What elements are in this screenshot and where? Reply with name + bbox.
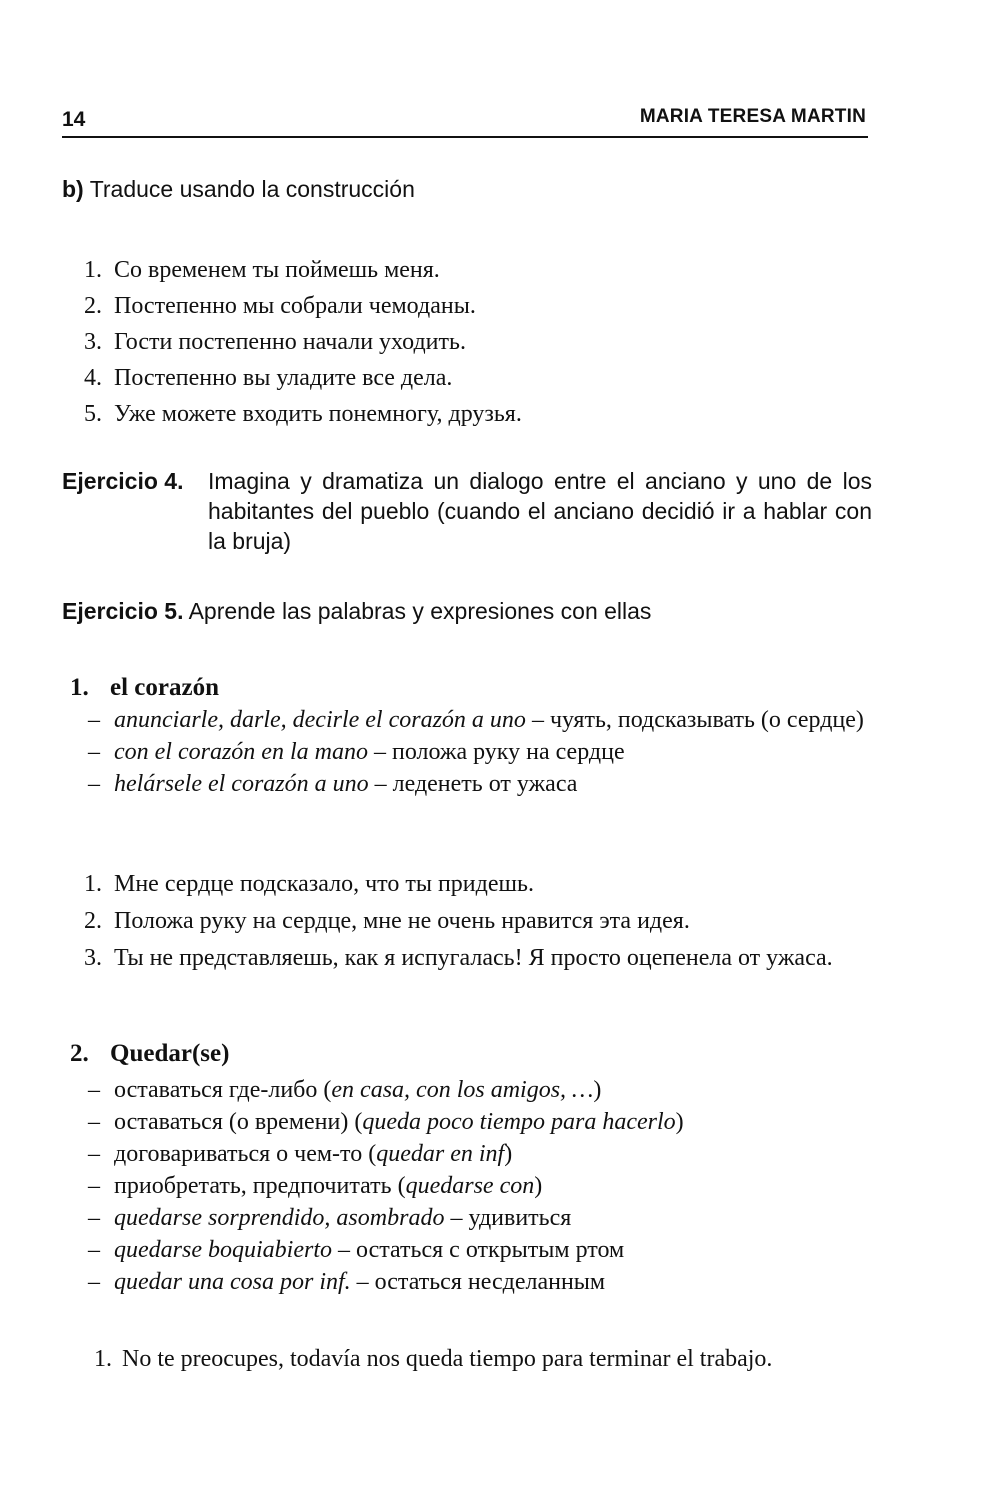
item-text: Гости постепенно начали уходить. — [114, 329, 466, 355]
expression-es: quedar una cosa por inf. — [114, 1269, 351, 1295]
expression-ru: остаться с открытым ртом — [355, 1237, 625, 1263]
header-rule — [62, 136, 868, 138]
exercise-4-text: Imagina y dramatiza un dialogo entre el anciano y uno de los habitantes del pueblo (cuando el anciano decidió ir a hablar con la bruja) — [208, 468, 872, 554]
expression-es: anunciarle, darle, decirle el corazón a uno — [114, 707, 526, 733]
item-number: 1. — [94, 1346, 112, 1372]
section-b-list — [72, 252, 872, 432]
list-item — [72, 252, 872, 288]
list-item — [72, 324, 872, 360]
expression-sep: – — [331, 1237, 356, 1263]
item-text: Мне сердце подсказало, что ты придешь. — [114, 871, 534, 897]
list-item — [72, 940, 862, 977]
expression-es: quedar en inf — [376, 1141, 505, 1167]
expression-es: helársele el corazón a uno — [114, 771, 369, 797]
item-number: 1. — [84, 871, 102, 897]
expression-item — [88, 768, 872, 800]
expression-item — [88, 1234, 872, 1266]
item-number: 1. — [84, 257, 102, 283]
expression-item — [88, 1106, 872, 1138]
list-item — [72, 360, 872, 396]
expression-sep: – — [368, 771, 393, 797]
section-b-label: b) — [62, 176, 84, 202]
vocab-2-word: Quedar(se) — [110, 1040, 230, 1067]
item-text: Со временем ты поймешь меня. — [114, 257, 440, 283]
expression-item — [88, 1202, 872, 1234]
expression-ru: чуять, подсказывать (о сердце) — [549, 707, 864, 733]
paren-open: ( — [317, 1077, 332, 1103]
paren-close: ) — [675, 1109, 684, 1135]
expression-ru: удивиться — [468, 1205, 572, 1231]
paren-close: ) — [534, 1173, 543, 1199]
exercise-5-label: Ejercicio 5. — [62, 598, 184, 624]
expression-item — [88, 736, 872, 768]
expression-es: quedarse con — [405, 1173, 535, 1199]
item-text: Ты не представляешь, как я испугалась! Я просто оцепенела от ужаса. — [114, 945, 833, 971]
paren-close: ) — [504, 1141, 513, 1167]
vocab-2-sentences — [84, 1340, 874, 1378]
paren-open: ( — [391, 1173, 406, 1199]
list-item — [72, 903, 862, 940]
expression-sep: – — [367, 739, 392, 765]
item-text: No te preocupes, todavía nos queda tiempo para terminar el trabajo. — [122, 1346, 773, 1372]
vocab-1-sentences — [72, 866, 862, 977]
list-item — [72, 866, 862, 903]
expression-sep: – — [350, 1269, 375, 1295]
expression-item — [88, 1138, 872, 1170]
expression-item — [88, 1170, 872, 1202]
expression-ru: приобретать, предпочитать — [114, 1173, 392, 1199]
exercise-5 — [62, 598, 651, 625]
expression-sep: – — [444, 1205, 469, 1231]
item-number: 3. — [84, 945, 102, 971]
expression-es: en casa, con los amigos, … — [331, 1077, 594, 1103]
list-item — [72, 288, 872, 324]
expression-es: queda poco tiempo para hacerlo — [362, 1109, 676, 1135]
list-item — [84, 1340, 874, 1378]
vocab-2-expressions — [88, 1074, 872, 1298]
item-text: Постепенно мы собрали чемоданы. — [114, 293, 476, 319]
expression-ru: леденеть от ужаса — [392, 771, 578, 797]
vocab-1-heading — [70, 674, 219, 702]
section-b-title: Traduce usando la construcción — [89, 176, 415, 202]
item-number: 4. — [84, 365, 102, 391]
paren-open: ( — [362, 1141, 377, 1167]
exercise-4 — [62, 466, 872, 554]
item-number: 2. — [84, 293, 102, 319]
vocab-1-word: el corazón — [110, 674, 219, 701]
paren-close: ) — [593, 1077, 602, 1103]
item-number: 3. — [84, 329, 102, 355]
item-number: 2. — [84, 908, 102, 934]
expression-es: quedarse sorprendido, asombrado — [114, 1205, 445, 1231]
exercise-4-label: Ejercicio 4. — [62, 468, 184, 494]
running-head: MARIA TERESA MARTIN — [639, 106, 866, 127]
list-item — [72, 396, 872, 432]
item-text: Положа руку на сердце, мне не очень нравится эта идея. — [114, 908, 690, 934]
expression-item — [88, 1266, 872, 1298]
expression-ru: оставаться (о времени) — [114, 1109, 349, 1135]
paren-open: ( — [348, 1109, 363, 1135]
item-text: Уже можете входить понемногу, друзья. — [114, 401, 522, 427]
vocab-2-heading — [70, 1040, 229, 1068]
expression-ru: оставаться где-либо — [114, 1077, 318, 1103]
expression-item — [88, 1074, 872, 1106]
expression-es: con el corazón en la mano — [114, 739, 368, 765]
expression-ru: остаться несделанным — [374, 1269, 606, 1295]
expression-es: quedarse boquiabierto — [114, 1237, 332, 1263]
vocab-2-number: 2. — [70, 1040, 89, 1067]
item-number: 5. — [84, 401, 102, 427]
item-text: Постепенно вы уладите все дела. — [114, 365, 453, 391]
expression-item — [88, 704, 872, 736]
exercise-5-text: Aprende las palabras y expresiones con ellas — [188, 598, 652, 624]
page-number: 14 — [62, 108, 86, 131]
expression-ru: договариваться о чем-то — [114, 1141, 363, 1167]
vocab-1-number: 1. — [70, 674, 89, 701]
expression-sep: – — [525, 707, 550, 733]
section-b-heading — [62, 176, 415, 203]
vocab-1-expressions — [88, 704, 872, 800]
expression-ru: положа руку на сердце — [391, 739, 625, 765]
